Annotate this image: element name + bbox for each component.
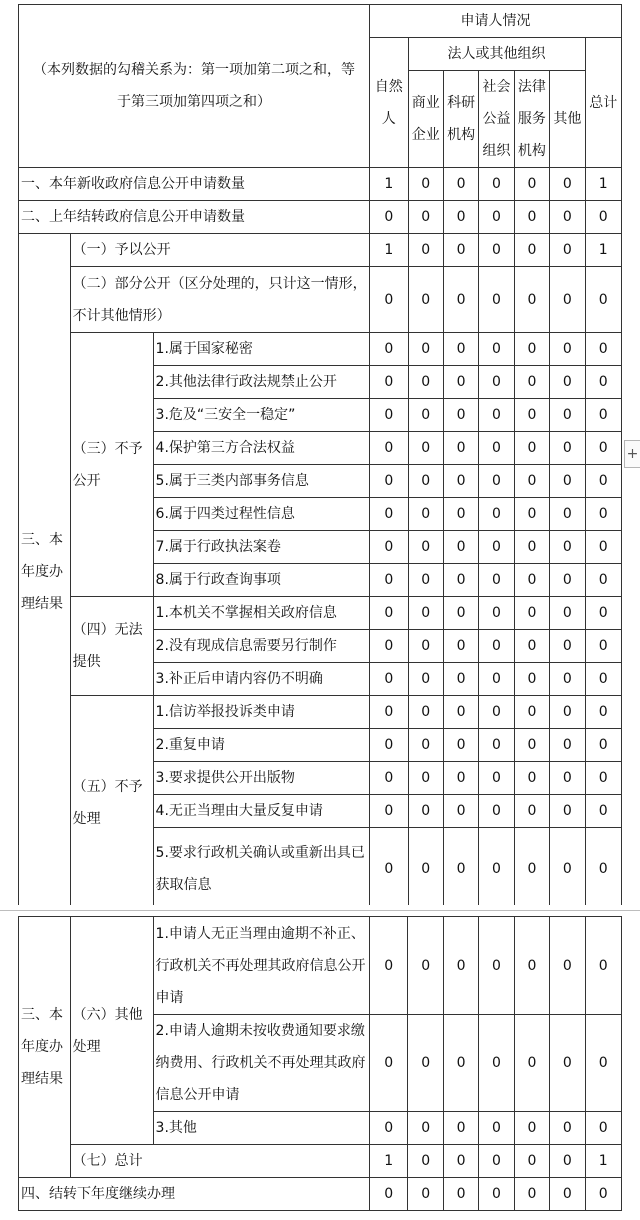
cell-value: 0 [514,696,549,729]
row-label: 四、结转下年度继续办理 [19,1178,370,1211]
cell-value: 0 [408,1015,443,1112]
cell-value: 0 [514,432,549,465]
cell-value: 0 [408,917,443,1015]
cell-value: 0 [585,432,621,465]
cell-value: 0 [443,267,478,333]
group-label: （三）不予公开 [70,333,153,597]
cell-value: 0 [370,729,408,762]
cell-value: 0 [408,1178,443,1211]
cell-value: 0 [479,917,514,1015]
cell-value: 0 [479,630,514,663]
cell-value: 0 [550,597,585,630]
table-row [19,168,622,201]
cell-value: 0 [514,366,549,399]
applications-table-page-2 [18,916,622,1211]
cell-value: 0 [443,366,478,399]
cell-value: 0 [479,663,514,696]
cell-value: 1 [370,1145,408,1178]
cell-value: 0 [550,1145,585,1178]
cell-value: 0 [443,399,478,432]
cell-value: 0 [479,828,514,911]
cell-value: 0 [479,1145,514,1178]
header-other: 其他 [550,71,585,168]
cell-value: 0 [443,531,478,564]
cell-value: 0 [585,663,621,696]
cell-value: 0 [408,531,443,564]
cell-value: 0 [370,465,408,498]
cell-value: 0 [370,267,408,333]
group-label: （五）不予处理 [70,696,153,911]
table-row [19,267,622,333]
cell-value: 0 [514,399,549,432]
row-label: 1.属于国家秘密 [153,333,370,366]
cell-value: 0 [479,399,514,432]
group-label: （一）予以公开 [70,234,369,267]
cell-value: 0 [585,564,621,597]
cell-value: 0 [550,564,585,597]
cell-value: 0 [585,828,621,911]
row-label: 二、上年结转政府信息公开申请数量 [19,201,370,234]
cell-value: 0 [514,465,549,498]
header-legal-service: 法律服务机构 [514,71,549,168]
cell-value: 1 [585,1145,621,1178]
row-label: 7.属于行政执法案卷 [153,531,370,564]
cell-value: 0 [550,399,585,432]
header-total: 总计 [585,38,621,168]
row-label: 3.要求提供公开出版物 [153,762,370,795]
cell-value: 0 [479,201,514,234]
cell-value: 0 [585,333,621,366]
cell-value: 0 [514,234,549,267]
cell-value: 0 [443,1015,478,1112]
cell-value: 0 [585,267,621,333]
cell-value: 0 [443,917,478,1015]
table-row [19,333,622,366]
cell-value: 0 [550,465,585,498]
cell-value: 0 [443,432,478,465]
cell-value: 0 [370,366,408,399]
cell-value: 0 [514,1112,549,1145]
cell-value: 0 [408,663,443,696]
cell-value: 0 [585,795,621,828]
cell-value: 0 [408,1112,443,1145]
row-label: 3.其他 [153,1112,370,1145]
page-break-line [0,910,640,911]
cell-value: 0 [443,168,478,201]
cell-value: 0 [370,762,408,795]
cell-value: 0 [408,465,443,498]
cell-value: 0 [514,168,549,201]
cell-value: 0 [585,762,621,795]
cell-value: 0 [443,630,478,663]
cell-value: 0 [550,795,585,828]
cell-value: 0 [479,498,514,531]
cell-value: 0 [443,762,478,795]
cell-value: 0 [514,795,549,828]
cell-value: 0 [514,762,549,795]
row-label: 3.补正后申请内容仍不明确 [153,663,370,696]
cell-value: 0 [550,168,585,201]
cell-value: 0 [514,729,549,762]
cell-value: 0 [479,234,514,267]
table-row [19,1145,622,1178]
cell-value: 0 [408,1145,443,1178]
cell-value: 0 [408,597,443,630]
cell-value: 0 [514,1145,549,1178]
cell-value: 0 [514,917,549,1015]
row-label: 8.属于行政查询事项 [153,564,370,597]
cell-value: 0 [370,564,408,597]
group-label: （七）总计 [70,1145,369,1178]
cell-value: 0 [443,234,478,267]
cell-value: 0 [408,696,443,729]
cell-value: 1 [585,234,621,267]
cell-value: 0 [408,201,443,234]
cell-value: 0 [443,1112,478,1145]
cell-value: 0 [408,729,443,762]
cell-value: 0 [585,366,621,399]
cell-value: 0 [370,630,408,663]
cell-value: 0 [443,1145,478,1178]
cell-value: 0 [479,762,514,795]
cell-value: 0 [370,917,408,1015]
cell-value: 0 [408,432,443,465]
cell-value: 0 [408,828,443,911]
header-legal-person-group: 法人或其他组织 [408,38,585,71]
cell-value: 0 [443,333,478,366]
cell-value: 0 [370,333,408,366]
cell-value: 0 [514,498,549,531]
cell-value: 0 [370,828,408,911]
row-label: 3.危及“三安全一稳定” [153,399,370,432]
row-label: 2.没有现成信息需要另行制作 [153,630,370,663]
cell-value: 0 [514,828,549,911]
cell-value: 0 [585,201,621,234]
row-label: 2.其他法律行政法规禁止公开 [153,366,370,399]
cell-value: 0 [479,795,514,828]
cell-value: 0 [443,663,478,696]
row-label: 5.要求行政机关确认或重新出具已获取信息 [153,828,370,911]
cell-value: 1 [370,168,408,201]
cell-value: 0 [370,663,408,696]
header-commercial: 商业企业 [408,71,443,168]
cell-value: 0 [443,597,478,630]
cell-value: 0 [585,917,621,1015]
cell-value: 0 [585,1178,621,1211]
cell-value: 1 [585,168,621,201]
cell-value: 0 [550,1015,585,1112]
cell-value: 0 [514,333,549,366]
cell-value: 0 [514,201,549,234]
cell-value: 0 [514,1015,549,1112]
cell-value: 0 [585,1015,621,1112]
cell-value: 0 [443,795,478,828]
header-natural-person: 自然人 [370,38,408,168]
cell-value: 0 [514,663,549,696]
cell-value: 0 [408,630,443,663]
cell-value: 0 [443,201,478,234]
cell-value: 0 [479,267,514,333]
cell-value: 0 [550,1112,585,1145]
cell-value: 0 [443,729,478,762]
cell-value: 0 [479,333,514,366]
add-column-handle[interactable]: + [624,440,640,468]
cell-value: 0 [408,399,443,432]
group-label: （六）其他处理 [70,917,153,1145]
cell-value: 1 [370,234,408,267]
section3-label: 三、本年度办理结果 [19,234,71,911]
cell-value: 0 [408,267,443,333]
cell-value: 0 [585,630,621,663]
cell-value: 0 [585,498,621,531]
group-label: （二）部分公开（区分处理的，只计这一情形，不计其他情形） [70,267,369,333]
row-label: 4.无正当理由大量反复申请 [153,795,370,828]
cell-value: 0 [585,399,621,432]
cell-value: 0 [370,1015,408,1112]
cell-value: 0 [370,1178,408,1211]
cell-value: 0 [550,828,585,911]
cell-value: 0 [550,1178,585,1211]
cell-value: 0 [585,696,621,729]
cell-value: 0 [550,333,585,366]
row-label: 1.本机关不掌握相关政府信息 [153,597,370,630]
header-note: （本列数据的勾稽关系为：第一项加第二项之和，等于第三项加第四项之和） [19,5,370,168]
row-label: 6.属于四类过程性信息 [153,498,370,531]
cell-value: 0 [479,465,514,498]
cell-value: 0 [408,366,443,399]
cell-value: 0 [585,1112,621,1145]
table-row [19,696,622,729]
cell-value: 0 [479,564,514,597]
cell-value: 0 [479,597,514,630]
cell-value: 0 [443,498,478,531]
cell-value: 0 [479,1015,514,1112]
cell-value: 0 [514,630,549,663]
cell-value: 0 [408,795,443,828]
cell-value: 0 [550,729,585,762]
row-label: 1.信访举报投诉类申请 [153,696,370,729]
cell-value: 0 [550,531,585,564]
cell-value: 0 [585,465,621,498]
applications-table-page-1 [18,4,622,911]
cell-value: 0 [370,498,408,531]
cell-value: 0 [408,762,443,795]
cell-value: 0 [408,564,443,597]
cell-value: 0 [479,729,514,762]
cell-value: 0 [370,597,408,630]
section3-label: 三、本年度办理结果 [19,917,71,1178]
cell-value: 0 [370,696,408,729]
cell-value: 0 [408,498,443,531]
cell-value: 0 [443,465,478,498]
cell-value: 0 [443,828,478,911]
table-row [19,917,622,1015]
row-label: 5.属于三类内部事务信息 [153,465,370,498]
cell-value: 0 [443,564,478,597]
cell-value: 0 [514,564,549,597]
cell-value: 0 [550,201,585,234]
cell-value: 0 [479,531,514,564]
cell-value: 0 [550,498,585,531]
table-row [19,201,622,234]
cell-value: 0 [514,1178,549,1211]
cell-value: 0 [514,531,549,564]
cell-value: 0 [550,267,585,333]
cell-value: 0 [479,1178,514,1211]
cell-value: 0 [550,630,585,663]
cell-value: 0 [443,696,478,729]
cell-value: 0 [479,366,514,399]
header-public-welfare: 社会公益组织 [479,71,514,168]
cell-value: 0 [550,762,585,795]
row-label: 1.申请人无正当理由逾期不补正、行政机关不再处理其政府信息公开申请 [153,917,370,1015]
cell-value: 0 [550,234,585,267]
cell-value: 0 [585,729,621,762]
header-applicant: 申请人情况 [370,5,622,38]
cell-value: 0 [370,795,408,828]
cell-value: 0 [408,333,443,366]
cell-value: 0 [370,201,408,234]
cell-value: 0 [550,366,585,399]
cell-value: 0 [550,432,585,465]
cell-value: 0 [370,1112,408,1145]
row-label: 2.重复申请 [153,729,370,762]
header-research: 科研机构 [443,71,478,168]
cell-value: 0 [479,432,514,465]
cell-value: 0 [550,663,585,696]
cell-value: 0 [550,917,585,1015]
cell-value: 0 [370,432,408,465]
cell-value: 0 [479,1112,514,1145]
group-label: （四）无法提供 [70,597,153,696]
table-row [19,597,622,630]
cell-value: 0 [479,696,514,729]
table-row [19,1178,622,1211]
cell-value: 0 [585,597,621,630]
cell-value: 0 [443,1178,478,1211]
cell-value: 0 [585,531,621,564]
cell-value: 0 [408,234,443,267]
cell-value: 0 [514,597,549,630]
cell-value: 0 [514,267,549,333]
cell-value: 0 [408,168,443,201]
table-row [19,234,622,267]
row-label: 一、本年新收政府信息公开申请数量 [19,168,370,201]
row-label: 4.保护第三方合法权益 [153,432,370,465]
row-label: 2.申请人逾期未按收费通知要求缴纳费用、行政机关不再处理其政府信息公开申请 [153,1015,370,1112]
cell-value: 0 [550,696,585,729]
cell-value: 0 [370,399,408,432]
cell-value: 0 [370,531,408,564]
cell-value: 0 [479,168,514,201]
